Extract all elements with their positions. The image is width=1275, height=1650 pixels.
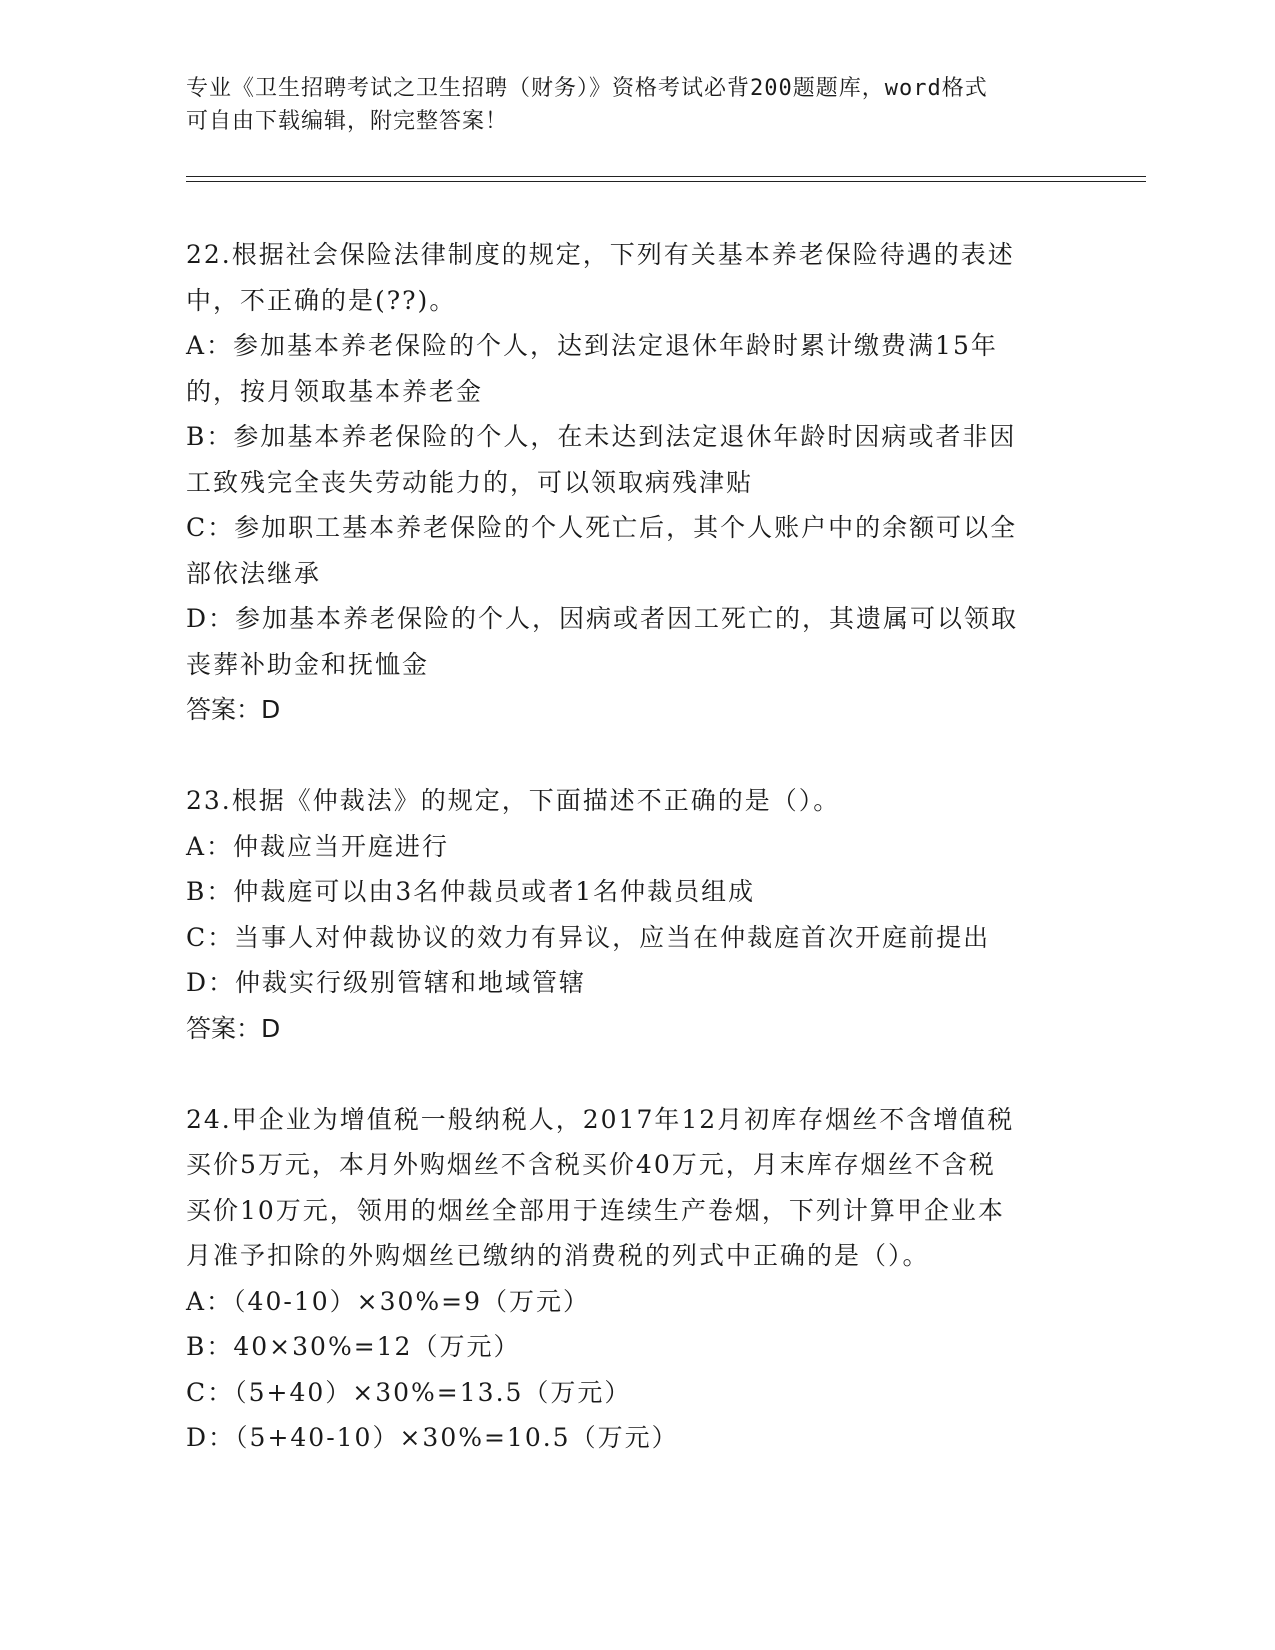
option-c-line: C：（5+40）×30%=13.5（万元）	[186, 1377, 632, 1407]
header-divider-top	[186, 176, 1146, 177]
option-a-line: A：参加基本养老保险的个人，达到法定退休年龄时累计缴费满15年	[186, 331, 998, 360]
question-22	[186, 232, 1086, 733]
question-stem-line: 24.甲企业为增值税一般纳税人，2017年12月初库存烟丝不含增值税	[186, 1104, 1015, 1134]
question-list	[186, 232, 1086, 1461]
question-23	[186, 778, 1086, 1051]
option-d-line: D：仲裁实行级别管辖和地域管辖	[186, 968, 587, 997]
answer-label: 答案：D	[186, 695, 281, 724]
question-stem-line: 买价10万元，领用的烟丝全部用于连续生产卷烟，下列计算甲企业本	[186, 1195, 1005, 1225]
option-b-line: B：仲裁庭可以由3名仲裁员或者1名仲裁员组成	[186, 877, 756, 906]
question-stem-line: 月准予扣除的外购烟丝已缴纳的消费税的列式中正确的是（）。	[186, 1241, 930, 1270]
header-line-1: 专业《卫生招聘考试之卫生招聘（财务）》资格考试必背200题题库，word格式	[186, 76, 988, 101]
option-c-line: C：当事人对仲裁协议的效力有异议，应当在仲裁庭首次开庭前提出	[186, 922, 991, 952]
option-d-line: 丧葬补助金和抚恤金	[186, 649, 430, 679]
question-stem-line: 23.根据《仲裁法》的规定，下面描述不正确的是（）。	[186, 786, 841, 815]
question-stem-line: 22.根据社会保险法律制度的规定，下列有关基本养老保险待遇的表述	[186, 240, 1015, 269]
option-b-line: B：参加基本养老保险的个人，在未达到法定退休年龄时因病或者非因	[186, 422, 1017, 451]
option-a-line: A：（40-10）×30%=9（万元）	[186, 1286, 590, 1316]
question-stem-line: 买价5万元，本月外购烟丝不含税买价40万元，月末库存烟丝不含税	[186, 1150, 996, 1179]
question-spacer	[186, 733, 1086, 779]
header-line-2: 可自由下载编辑，附完整答案！	[186, 109, 509, 134]
question-spacer	[186, 1051, 1086, 1097]
option-c-line: C：参加职工基本养老保险的个人死亡后，其个人账户中的余额可以全	[186, 513, 1018, 542]
option-a-line: A：仲裁应当开庭进行	[186, 831, 450, 861]
answer-label: 答案：D	[186, 1013, 281, 1043]
option-d-line: D：（5+40-10）×30%=10.5（万元）	[186, 1423, 679, 1452]
option-b-line: B：40×30%=12（万元）	[186, 1332, 521, 1361]
document-header	[186, 72, 1066, 138]
header-divider-bottom	[186, 181, 1146, 182]
option-a-line: 的，按月领取基本养老金	[186, 376, 484, 406]
option-c-line: 部依法继承	[186, 558, 322, 588]
option-b-line: 工致残完全丧失劳动能力的，可以领取病残津贴	[186, 467, 754, 497]
option-d-line: D：参加基本养老保险的个人，因病或者因工死亡的，其遗属可以领取	[186, 604, 1019, 633]
question-stem-line: 中，不正确的是(??)。	[186, 285, 457, 315]
question-24	[186, 1097, 1086, 1461]
